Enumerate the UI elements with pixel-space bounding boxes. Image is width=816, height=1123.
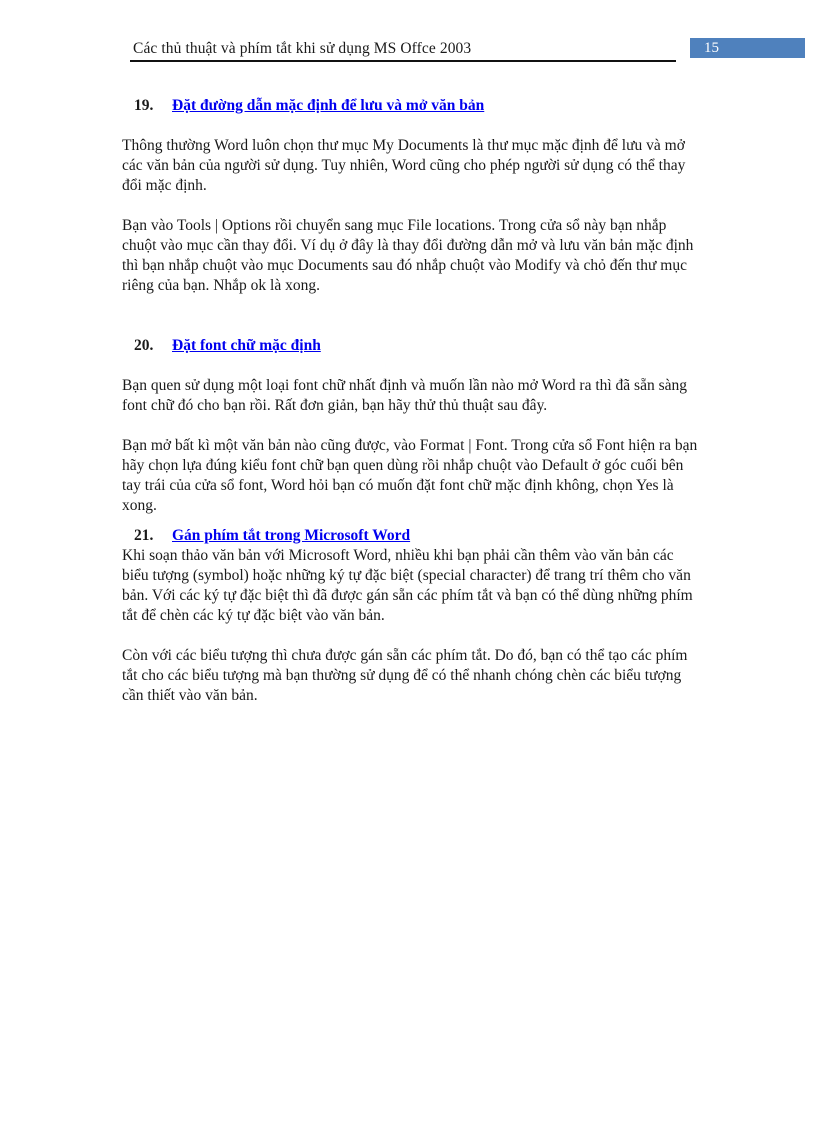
page-number-badge: 15 xyxy=(690,38,805,58)
section-heading-21 xyxy=(122,526,702,546)
section-number: 21. xyxy=(134,527,154,544)
section-heading-20 xyxy=(122,336,702,356)
section-link-19[interactable]: Đặt đường dẫn mặc định để lưu và mở văn bản xyxy=(172,97,485,114)
page-header xyxy=(130,38,676,62)
paragraph: Bạn mở bất kì một văn bản nào cũng được, vào Format | Font. Trong cửa sổ Font hiện ra bạn hãy chọn lựa đúng kiểu font chữ bạn quen dùng rồi nhắp chuột vào Default ở góc cuối bên tay trái của cửa sổ font, Word hỏi bạn có muốn đặt font chữ mặc định không, chọn Yes là xong. xyxy=(122,437,698,514)
section-link-20[interactable]: Đặt font chữ mặc định xyxy=(172,337,321,354)
paragraph: Khi soạn thảo văn bản với Microsoft Word, nhiều khi bạn phải cần thêm vào văn bản các biểu tượng (symbol) hoặc những ký tự đặc biệt (special character) để trang trí thêm cho văn bản. Với các ký tự đặc biệt thì đã được gán sẵn các phím tắt và bạn có thể dùng những phím tắt để chèn các ký tự đặc biệt vào văn bản. xyxy=(122,547,693,624)
section-number: 20. xyxy=(134,337,154,354)
header-title: Các thủ thuật và phím tắt khi sử dụng MS Offce 2003 xyxy=(133,40,472,57)
section-heading-19 xyxy=(122,96,702,116)
paragraph: Bạn vào Tools | Options rồi chuyển sang mục File locations. Trong cửa sổ này bạn nhắp chuột vào mục cần thay đổi. Ví dụ ở đây là thay đổi đường dẫn mở và lưu văn bản mặc định thì bạn nhắp chuột vào mục Documents sau đó nhắp chuột vào Modify và chỏ đến thư mục riêng của bạn. Nhắp ok là xong. xyxy=(122,217,694,294)
paragraph: Bạn quen sử dụng một loại font chữ nhất định và muốn lần nào mở Word ra thì đã sẵn sàng font chữ đó cho bạn rồi. Rất đơn giản, bạn hãy thử thủ thuật sau đây. xyxy=(122,377,688,414)
document-body xyxy=(122,96,702,706)
paragraph: Còn với các biểu tượng thì chưa được gán sẵn các phím tắt. Do đó, bạn có thể tạo các phím tắt cho các biểu tượng mà bạn thường sử dụng để có thể nhanh chóng chèn các biểu tượng cần thiết vào văn bản. xyxy=(122,647,688,704)
section-number: 19. xyxy=(134,97,154,114)
paragraph: Thông thường Word luôn chọn thư mục My Documents là thư mục mặc định để lưu và mở các văn bản của người sử dụng. Tuy nhiên, Word cũng cho phép người sử dụng có thể thay đổi mặc định. xyxy=(122,137,686,194)
section-link-21[interactable]: Gán phím tắt trong Microsoft Word xyxy=(172,527,411,544)
